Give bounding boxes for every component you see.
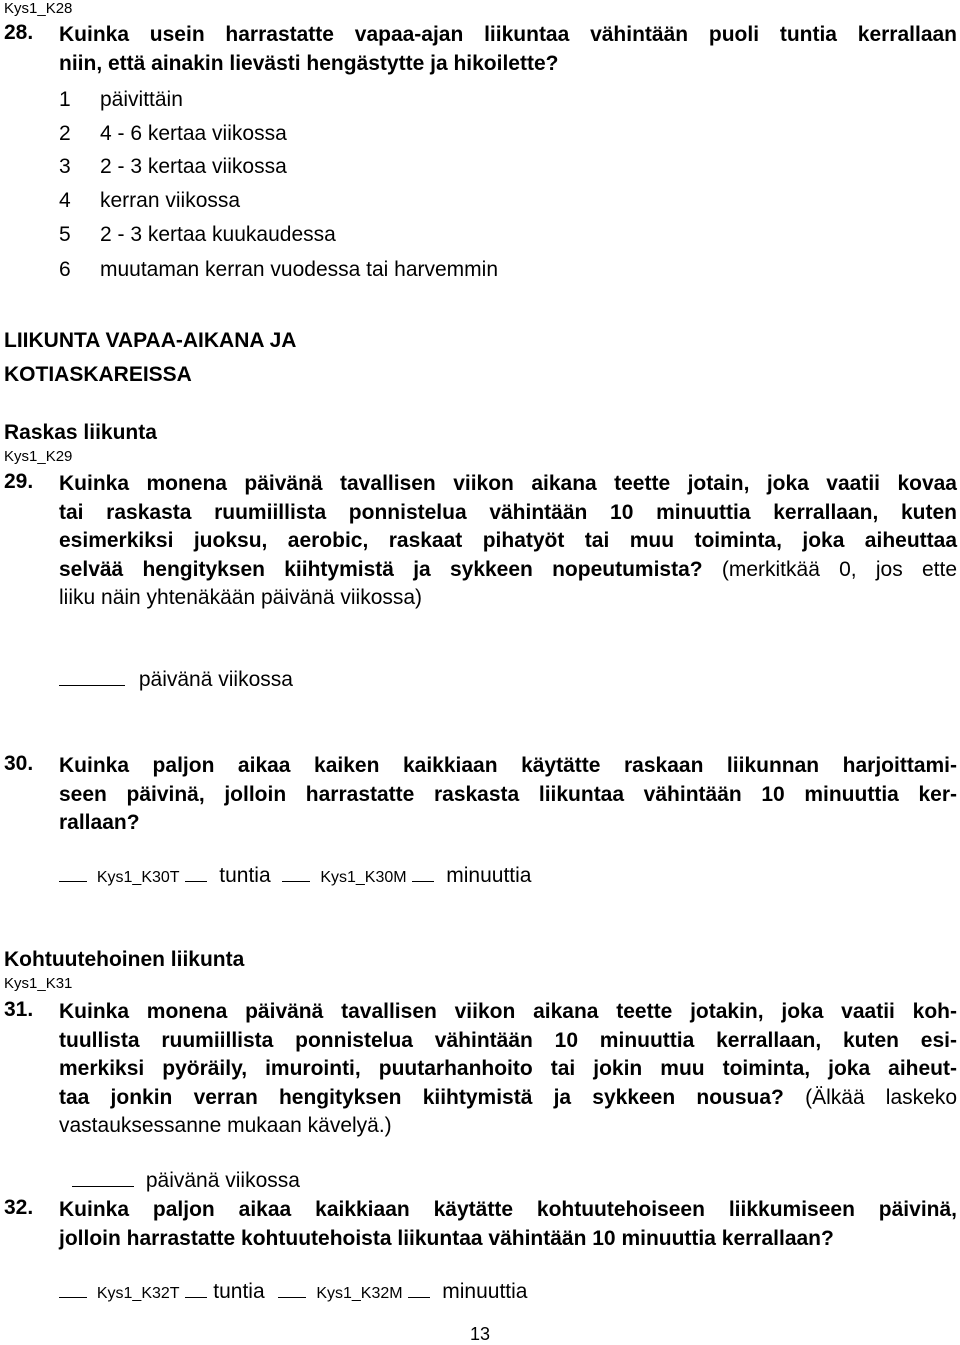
field-code: Kys1_K30T xyxy=(96,869,180,886)
option-label[interactable]: kerran viikossa xyxy=(100,189,241,212)
minutes-blank[interactable] xyxy=(278,1279,306,1298)
field-code: Kys1_K30M xyxy=(320,869,407,886)
minutes-label: minuuttia xyxy=(446,864,532,887)
option-label[interactable]: muutaman kerran vuodessa tai harvemmin xyxy=(100,258,499,281)
question-bold-part: selvää hengityksen kiihtymistä ja sykkeen nopeutumista? xyxy=(59,557,703,581)
option-number: 2 xyxy=(59,122,71,145)
option-label[interactable]: päivittäin xyxy=(100,88,183,111)
answer-row xyxy=(59,863,531,888)
question-bold-part: taa jonkin verran hengityksen kiihtymistä ja sykkeen nousua? xyxy=(59,1085,784,1109)
field-code: Kys1_K32T xyxy=(96,1285,180,1302)
question-text xyxy=(59,470,957,613)
hours-blank[interactable] xyxy=(185,1279,207,1298)
minutes-blank[interactable] xyxy=(408,1279,430,1298)
question-line: rallaan? xyxy=(59,811,140,834)
question-number: 29. xyxy=(4,470,34,493)
question-text xyxy=(59,1196,957,1253)
question-number: 32. xyxy=(4,1196,34,1219)
question-number: 30. xyxy=(4,752,34,775)
option-label[interactable]: 2 - 3 kertaa kuukaudessa xyxy=(100,223,336,246)
question-code: Kys1_K28 xyxy=(4,0,73,17)
answer-label: päivänä viikossa xyxy=(138,668,293,691)
option-number: 5 xyxy=(59,223,71,246)
minutes-blank[interactable] xyxy=(282,863,310,882)
question-line xyxy=(59,556,957,585)
section-title: LIIKUNTA VAPAA-AIKANA JA xyxy=(4,329,297,352)
option-number: 6 xyxy=(59,258,71,281)
question-number: 31. xyxy=(4,998,34,1021)
section-title: KOTIASKAREISSA xyxy=(4,363,192,386)
hours-blank[interactable] xyxy=(185,863,207,882)
page-number: 13 xyxy=(470,1324,491,1344)
hours-blank[interactable] xyxy=(59,863,87,882)
question-line xyxy=(59,1084,957,1113)
question-line: tuullista ruumiillista ponnistelua vähintään 10 minuuttia kerrallaan, kuten esi- xyxy=(59,1028,957,1052)
question-line: Kuinka monena päivänä tavallisen viikon aikana teette jotakin, joka vaatii koh- xyxy=(59,1000,957,1023)
field-code: Kys1_K32M xyxy=(316,1285,403,1302)
subsection-title: Raskas liikunta xyxy=(4,421,157,444)
answer-row xyxy=(59,667,293,692)
question-line: merkiksi pyöräily, imurointi, puutarhanhoito tai jokin muu toiminta, joka aiheut- xyxy=(59,1057,957,1080)
question-code: Kys1_K31 xyxy=(4,975,73,992)
question-note: vastauksessanne mukaan kävelyä.) xyxy=(59,1114,392,1137)
hours-label: tuntia xyxy=(213,1280,265,1303)
hours-label: tuntia xyxy=(219,864,271,887)
question-text xyxy=(59,21,957,78)
option-number: 3 xyxy=(59,155,71,178)
question-line: jolloin harrastatte kohtuutehoista liikuntaa vähintään 10 minuuttia kerrallaan? xyxy=(59,1226,834,1250)
question-text xyxy=(59,752,957,838)
question-line: esimerkiksi juoksu, aerobic, raskaat pihatyöt tai muu toiminta, joka aiheuttaa xyxy=(59,529,957,552)
question-line: tai raskasta ruumiillista ponnistelua vähintään 10 minuuttia kerrallaan, kuten xyxy=(59,500,957,524)
hours-blank[interactable] xyxy=(59,1279,87,1298)
question-line: Kuinka usein harrastatte vapaa-ajan liikuntaa vähintään puoli tuntia kerrallaan xyxy=(59,23,957,46)
question-note: liiku näin yhtenäkään päivänä viikossa) xyxy=(59,586,423,609)
minutes-label: minuuttia xyxy=(442,1280,528,1303)
answer-blank[interactable] xyxy=(59,667,125,686)
option-number: 1 xyxy=(59,88,71,111)
question-note: (merkitkää 0, jos ette xyxy=(721,557,957,581)
option-number: 4 xyxy=(59,189,71,212)
question-line: seen päivinä, jolloin harrastatte raskasta liikuntaa vähintään 10 minuuttia ker- xyxy=(59,782,957,806)
minutes-blank[interactable] xyxy=(412,863,434,882)
option-label[interactable]: 4 - 6 kertaa viikossa xyxy=(100,122,287,145)
question-line: Kuinka paljon aikaa kaikkiaan käytätte kohtuutehoiseen liikkumiseen päivinä, xyxy=(59,1198,957,1221)
answer-row xyxy=(72,1168,300,1193)
question-note: (Älkää laskeko xyxy=(805,1085,958,1109)
question-text xyxy=(59,998,957,1141)
answer-blank[interactable] xyxy=(72,1168,134,1187)
question-line: Kuinka monena päivänä tavallisen viikon aikana teette jotain, joka vaatii kovaa xyxy=(59,472,957,495)
question-number: 28. xyxy=(4,21,34,44)
question-code: Kys1_K29 xyxy=(4,448,73,465)
question-line: Kuinka paljon aikaa kaiken kaikkiaan käytätte raskaan liikunnan harjoittami- xyxy=(59,754,957,777)
subsection-title: Kohtuutehoinen liikunta xyxy=(4,948,245,971)
option-label[interactable]: 2 - 3 kertaa viikossa xyxy=(100,155,287,178)
question-line: niin, että ainakin lievästi hengästytte ja hikoilette? xyxy=(59,51,559,75)
answer-row xyxy=(59,1279,527,1304)
answer-label: päivänä viikossa xyxy=(145,1169,300,1192)
